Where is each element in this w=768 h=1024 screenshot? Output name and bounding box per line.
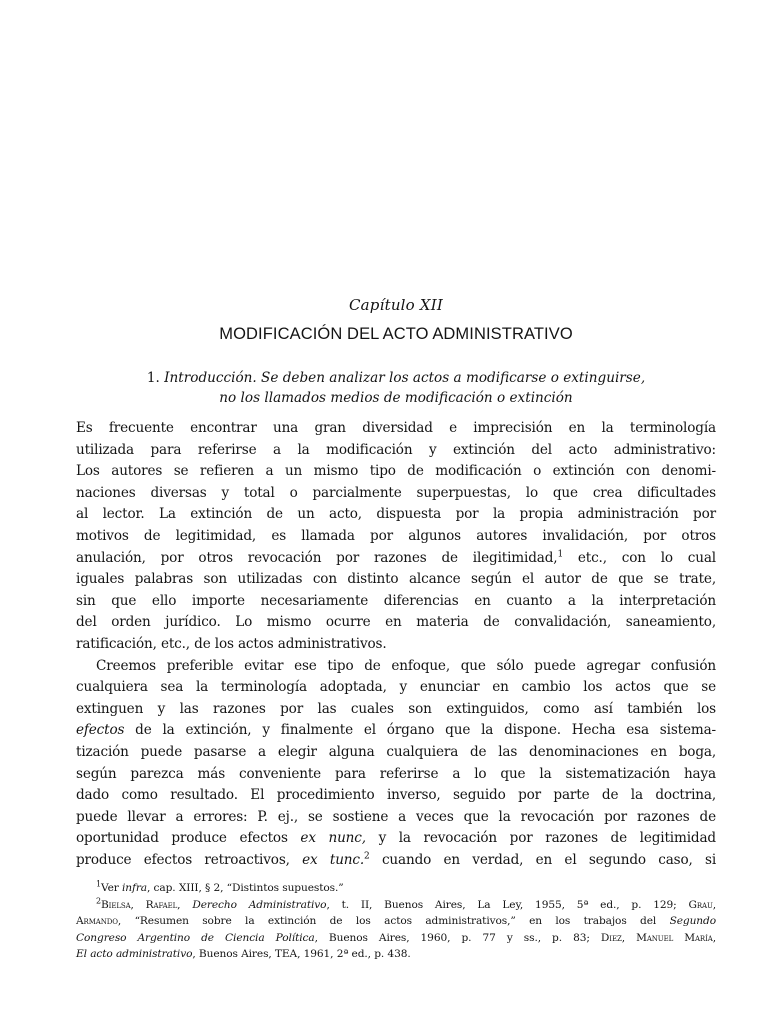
author-name: Bielsa, Rafael, — [101, 898, 181, 911]
work-title: El acto administrativo — [76, 948, 193, 961]
footnote-mark: 2 — [96, 896, 101, 906]
text-segment: anulación, por otros revocación por razones de ilegitimidad, — [76, 549, 558, 566]
text-segment: y la revocación por razones de legitimidad — [378, 830, 716, 847]
body-text — [76, 418, 716, 871]
chapter-label: Capítulo XII — [348, 296, 444, 314]
text-line: puede llevar a errores: P. ej., se sostiene a veces que la revocación por razones de — [76, 808, 716, 825]
section-heading — [76, 368, 716, 408]
author-name: Armando, — [76, 915, 122, 928]
text-line — [76, 548, 716, 570]
emphasis: infra — [122, 882, 148, 894]
work-title: Derecho Administrativo — [192, 898, 327, 911]
section-heading-line-1: Introducción. Se deben analizar los actos a modificarse o extinguirse, — [164, 370, 646, 386]
text-segment: etc., con lo cual — [577, 549, 716, 566]
text-segment: “Resumen sobre la extinción de los actos administrativos,” en los trabajos del — [134, 915, 657, 928]
text-line: dado como resultado. El procedimiento inverso, seguido por parte de la doctrina, — [76, 787, 716, 804]
text-line: iguales palabras son utilizadas con distinto alcance según el autor de que se trate, — [76, 571, 716, 588]
footnote-line — [76, 946, 716, 963]
text-line: Es frecuente encontrar una gran diversidad e imprecisión en la terminología — [76, 420, 716, 436]
text-segment: produce efectos retroactivos, — [76, 851, 290, 868]
text-segment: , Buenos Aires, 1960, p. 77 y ss., p. 83; — [314, 931, 590, 944]
footnote-line — [76, 897, 716, 914]
text-segment: , Buenos Aires, TEA, 1961, 2ª ed., p. 438. — [192, 948, 411, 961]
text-line: sin que ello importe necesariamente diferencias en cuanto a la interpretación — [76, 592, 716, 609]
author-name: Grau, — [688, 898, 717, 911]
text-line: naciones diversas y total o parcialmente superpuestas, lo que crea dificultades — [76, 484, 716, 501]
text-line: según parezca más conveniente para referirse a lo que la sistematización haya — [76, 765, 716, 782]
text-line: tización puede pasarse a elegir alguna cualquiera de las denominaciones en boga, — [76, 743, 716, 760]
text-line — [76, 850, 716, 872]
section-number: 1. — [146, 370, 160, 386]
paragraph-2 — [76, 656, 716, 872]
emphasis: efectos — [76, 722, 125, 739]
footnote-ref-1[interactable]: 1 — [557, 549, 564, 560]
text-segment: , cap. XIII, § 2, “Distintos supuestos.” — [147, 882, 344, 894]
work-title: Segundo — [669, 915, 716, 928]
text-line: ratificación, etc., de los actos administrativos. — [76, 635, 387, 652]
text-line: Los autores se refieren a un mismo tipo de modificación o extinción con denomi- — [76, 463, 716, 480]
section-heading-line-2: no los llamados medios de modificación o extinción — [219, 390, 573, 406]
footnote-line — [76, 930, 716, 947]
text-line: del orden jurídico. Lo mismo ocurre en materia de convalidación, saneamiento, — [76, 614, 716, 631]
author-name: Diez, Manuel María, — [600, 931, 716, 944]
text-line: utilizada para referirse a la modificación y extinción del acto administrativo: — [76, 441, 716, 458]
emphasis: ex nunc, — [300, 830, 366, 847]
text-line: al lector. La extinción de un acto, dispuesta por la propia administración por — [76, 506, 716, 523]
emphasis: ex tunc. — [302, 851, 365, 868]
text-segment: oportunidad produce efectos — [76, 830, 288, 847]
text-segment: cuando en verdad, en el segundo caso, si — [381, 851, 717, 868]
text-line — [76, 720, 716, 742]
text-line — [76, 828, 716, 850]
text-segment: , t. II, Buenos Aires, La Ley, 1955, 5ª ed., p. 129; — [326, 898, 677, 911]
footnote-ref-2[interactable]: 2 — [364, 851, 370, 862]
text-segment: de la extinción, y finalmente el órgano que la dispone. Hecha esa sistema- — [135, 722, 716, 739]
footnote-2 — [76, 897, 716, 963]
footnote-line — [96, 880, 716, 897]
text-segment: Ver — [101, 882, 119, 894]
text-line: cualquiera sea la terminología adoptada, y enunciar en cambio los actos que se — [76, 679, 716, 696]
text-line: extinguen y las razones por las cuales son extinguidos, como así también los — [76, 700, 716, 717]
chapter-title: MODIFICACIÓN DEL ACTO ADMINISTRATIVO — [219, 325, 573, 343]
paragraph-1 — [76, 418, 716, 656]
footnote-mark: 1 — [96, 879, 101, 889]
footnote-line — [76, 913, 716, 930]
footnote-1 — [76, 880, 716, 897]
text-line: Creemos preferible evitar ese tipo de enfoque, que sólo puede agregar confusión — [96, 657, 716, 674]
work-title: Congreso Argentino de Ciencia Política — [76, 931, 315, 944]
footnotes — [76, 880, 716, 963]
text-line: motivos de legitimidad, es llamada por algunos autores invalidación, por otros — [76, 527, 716, 544]
